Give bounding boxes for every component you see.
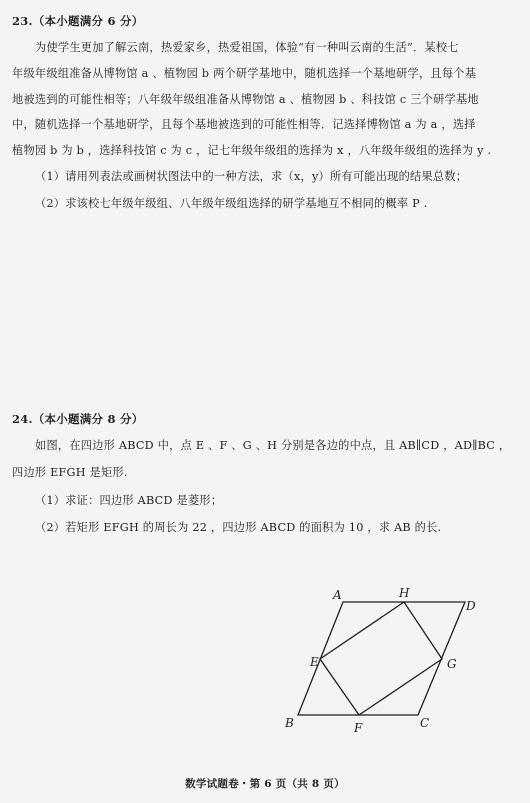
label-b: B <box>285 716 294 730</box>
q24-body-line-1: 如图，在四边形 ABCD 中，点 E 、F 、G 、H 分别是各边的中点，且 AB∥CD ，AD∥BC ， <box>35 439 511 452</box>
q23-header: 23.（本小题满分 6 分） <box>12 14 144 28</box>
label-f: F <box>354 721 363 735</box>
q23-body-line-2: 年级年级组准备从博物馆 a 、植物园 b 两个研学基地中，随机选择一个基地研学，且每个基 <box>12 67 477 80</box>
page-footer: 数学试题卷・第 6 页（共 8 页） <box>185 778 345 790</box>
quadrilateral-abcd <box>298 602 465 715</box>
label-a: A <box>333 588 342 602</box>
q23-item-2: （2）求该校七年级年级组、八年级年级组选择的研学基地互不相同的概率 P . <box>35 197 428 210</box>
q24-item-1: （1）求证：四边形 ABCD 是菱形； <box>35 494 223 507</box>
label-h: H <box>399 586 410 600</box>
q24-item-2: （2）若矩形 EFGH 的周长为 22 ，四边形 ABCD 的面积为 10 ，求 AB 的长. <box>35 521 442 534</box>
rectangle-efgh <box>320 602 442 715</box>
label-d: D <box>466 599 476 613</box>
q23-body-line-5: 植物园 b 为 b ，选择科技馆 c 为 c ，记七年级年级组的选择为 x ，八年级年级组的选择为 y . <box>12 144 492 157</box>
q23-item-1: （1）请用列表法或画树状图法中的一种方法，求（x，y）所有可能出现的结果总数； <box>35 170 468 183</box>
label-c: C <box>420 716 430 730</box>
q23-body-line-3: 地被选到的可能性相等；八年级年级组准备从博物馆 a 、植物园 b 、科技馆 c 三个研学基地 <box>12 93 479 106</box>
label-g: G <box>447 657 457 671</box>
label-e: E <box>310 655 319 669</box>
q24-header: 24.（本小题满分 8 分） <box>12 412 144 426</box>
q23-body-line-4: 中，随机选择一个基地研学，且每个基地被选到的可能性相等．记选择博物馆 a 为 a ，选择 <box>12 118 476 131</box>
q24-body-line-2: 四边形 EFGH 是矩形. <box>12 466 128 479</box>
q23-body-line-1: 为使学生更加了解云南，热爱家乡，热爱祖国，体验“有一种叫云南的生活”．某校七 <box>35 41 459 54</box>
